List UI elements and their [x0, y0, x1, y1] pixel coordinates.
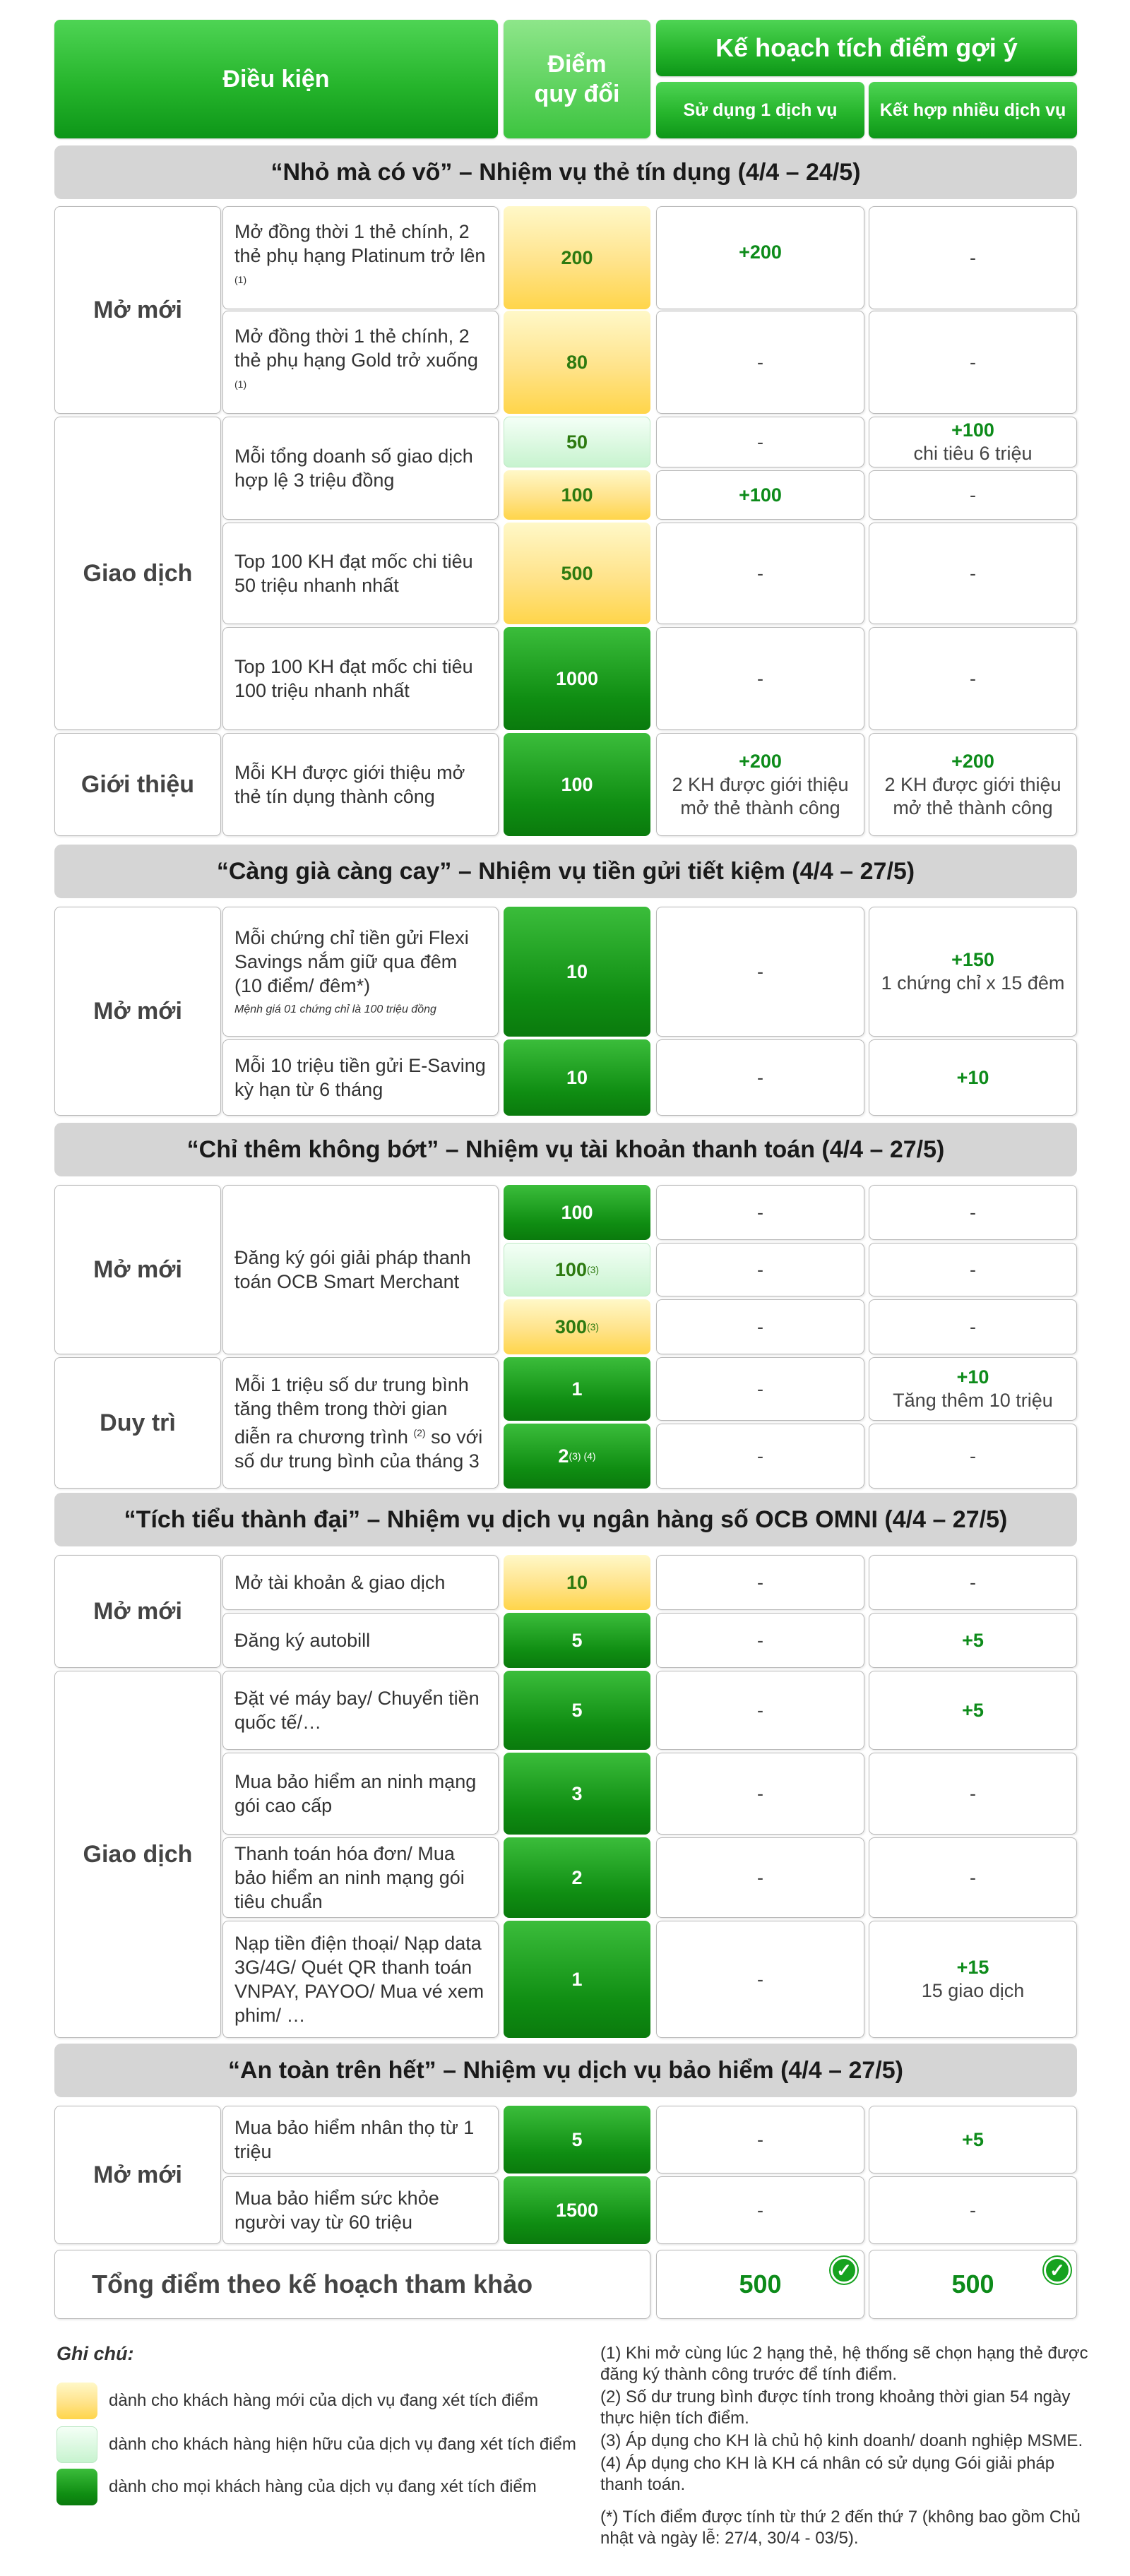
points-badge: 1500 — [504, 2176, 650, 2244]
plan-multi-cell: - — [869, 206, 1077, 309]
plan-single-cell: +200 2 KH được giới thiệu mở thẻ thành công — [656, 733, 864, 836]
points-badge: 100 (3) — [504, 1243, 650, 1296]
plan-multi-cell: - — [869, 1243, 1077, 1296]
legend-label: dành cho khách hàng mới của dịch vụ đang xét tích điểm — [109, 2391, 539, 2410]
points-badge: 1000 — [504, 627, 650, 730]
plan-multi-cell: +5 — [869, 2106, 1077, 2174]
points-badge: 1 — [504, 1921, 650, 2038]
condition-cell: Mở tài khoản & giao dịch — [222, 1555, 499, 1610]
plan-multi-cell: - — [869, 311, 1077, 414]
footnote: (3) Áp dụng cho KH là chủ hộ kinh doanh/ doanh nghiệp MSME. — [600, 2431, 1083, 2450]
total-multi: 500 — [869, 2250, 1077, 2319]
plan-multi-cell: +15 15 giao dịch — [869, 1921, 1077, 2038]
plan-multi-cell: +200 2 KH được giới thiệu mở thẻ thành công — [869, 733, 1077, 836]
legend-swatch-new — [56, 2383, 97, 2419]
category-label: Giới thiệu — [54, 733, 221, 836]
plan-multi-cell: - — [869, 2176, 1077, 2244]
plan-multi-cell: - — [869, 1185, 1077, 1240]
condition-cell: Đăng ký gói giải pháp thanh toán OCB Smart Merchant — [222, 1185, 499, 1354]
check-icon: ✓ — [1044, 2257, 1071, 2284]
plan-single-cell: +200 — [656, 206, 864, 309]
plan-multi-cell: +150 1 chứng chỉ x 15 đêm — [869, 907, 1077, 1037]
section-title: “Nhỏ mà có võ” – Nhiệm vụ thẻ tín dụng (4/4 – 24/5) — [54, 145, 1077, 199]
plan-multi-cell: - — [869, 1837, 1077, 1918]
category-label: Mở mới — [54, 907, 221, 1116]
points-badge: 5 — [504, 1613, 650, 1668]
condition-cell: Mỗi tổng doanh số giao dịch hợp lệ 3 triệu đồng — [222, 417, 499, 520]
plan-multi-cell: +10 — [869, 1039, 1077, 1116]
footnote: (1) Khi mở cùng lúc 2 hạng thẻ, hệ thống sẽ chọn hạng thẻ được đăng ký thành công trước để tính điểm. — [600, 2344, 1088, 2384]
plan-single-cell: - — [656, 907, 864, 1037]
plan-single-cell: - — [656, 1299, 864, 1354]
points-badge: 50 — [504, 417, 650, 467]
footnote: (*) Tích điểm được tính từ thứ 2 đến thứ 7 (không bao gồm Chủ nhật và ngày lễ: 27/4, 30/4 - 03/5). — [600, 2508, 1081, 2548]
condition-cell: Mỗi KH được giới thiệu mở thẻ tín dụng thành công — [222, 733, 499, 836]
legend-swatch-existing — [56, 2426, 97, 2463]
points-badge: 3 — [504, 1753, 650, 1835]
plan-single-cell: - — [656, 1921, 864, 2038]
condition-cell: Nạp tiền điện thoại/ Nạp data 3G/4G/ Quét QR thanh toán VNPAY, PAYOO/ Mua vé xem phim/ … — [222, 1921, 499, 2038]
points-badge: 100 — [504, 470, 650, 520]
condition-cell: Mở đồng thời 1 thẻ chính, 2 thẻ phụ hạng Platinum trở lên $^{(1)}$ — [222, 206, 499, 309]
points-badge: 100 — [504, 1185, 650, 1240]
category-label: Duy trì — [54, 1357, 221, 1489]
condition-cell: Top 100 KH đạt mốc chi tiêu 50 triệu nhanh nhất — [222, 523, 499, 624]
plan-single-cell: - — [656, 627, 864, 730]
category-label: Giao dịch — [54, 417, 221, 730]
points-badge: 5 — [504, 2106, 650, 2174]
plan-single-cell: - — [656, 1039, 864, 1116]
section-title: “Chỉ thêm không bớt” – Nhiệm vụ tài khoản thanh toán (4/4 – 27/5) — [54, 1123, 1077, 1176]
points-badge: 200 — [504, 206, 650, 309]
legend-label: dành cho mọi khách hàng của dịch vụ đang xét tích điểm — [109, 2477, 537, 2496]
header-points: Điểm quy đổi — [504, 20, 650, 138]
plan-multi-cell: +5 — [869, 1613, 1077, 1668]
condition-cell: Thanh toán hóa đơn/ Mua bảo hiểm an ninh mạng gói tiêu chuẩn — [222, 1837, 499, 1918]
plan-multi-cell: - — [869, 1753, 1077, 1835]
category-label: Giao dịch — [54, 1671, 221, 2038]
points-badge: 10 — [504, 1555, 650, 1610]
plan-multi-cell: +5 — [869, 1671, 1077, 1750]
header-plan-multi: Kết hợp nhiều dịch vụ — [869, 82, 1077, 138]
condition-cell: Mỗi 1 triệu số dư trung bình tăng thêm trong thời gian diễn ra chương trình $^{(2)}$ so với số dư trung bình của tháng 3 — [222, 1357, 499, 1489]
plan-single-cell: - — [656, 2176, 864, 2244]
plan-multi-cell: +10 Tăng thêm 10 triệu — [869, 1357, 1077, 1421]
plan-single-cell: - — [656, 1555, 864, 1610]
plan-single-cell: - — [656, 1424, 864, 1489]
plan-single-cell: - — [656, 523, 864, 624]
condition-cell: Mở đồng thời 1 thẻ chính, 2 thẻ phụ hạng Gold trở xuống $^{(1)}$ — [222, 311, 499, 414]
condition-cell: Top 100 KH đạt mốc chi tiêu 100 triệu nhanh nhất — [222, 627, 499, 730]
points-badge: 1 — [504, 1357, 650, 1421]
legend-label: dành cho khách hàng hiện hữu của dịch vụ đang xét tích điểm — [109, 2435, 576, 2454]
plan-multi-cell: - — [869, 627, 1077, 730]
condition-cell: Mua bảo hiểm an ninh mạng gói cao cấp — [222, 1753, 499, 1835]
plan-single-cell: - — [656, 417, 864, 467]
section-title: “Càng già càng cay” – Nhiệm vụ tiền gửi tiết kiệm (4/4 – 27/5) — [54, 845, 1077, 898]
points-badge: 2 (3) (4) — [504, 1424, 650, 1489]
condition-cell: Đặt vé máy bay/ Chuyển tiền quốc tế/… — [222, 1671, 499, 1750]
condition-cell: Đăng ký autobill — [222, 1613, 499, 1668]
condition-cell: Mỗi chứng chỉ tiền gửi Flexi Savings nắm giữ qua đêm (10 điểm/ đêm*) Mệnh giá 01 chứng chỉ là 100 triệu đồng — [222, 907, 499, 1037]
plan-single-cell: - — [656, 1243, 864, 1296]
category-label: Mở mới — [54, 1555, 221, 1668]
plan-single-cell: - — [656, 311, 864, 414]
category-label: Mở mới — [54, 206, 221, 414]
points-badge: 10 — [504, 1039, 650, 1116]
plan-multi-cell: - — [869, 523, 1077, 624]
points-badge: 2 — [504, 1837, 650, 1918]
plan-single-cell: - — [656, 1613, 864, 1668]
header-condition: Điều kiện — [54, 20, 498, 138]
plan-single-cell: - — [656, 1837, 864, 1918]
plan-single-cell: - — [656, 2106, 864, 2174]
category-label: Mở mới — [54, 2106, 221, 2244]
footnote: (2) Số dư trung bình được tính trong khoảng thời gian 54 ngày thực hiện tích điểm. — [600, 2387, 1071, 2428]
points-badge: 100 — [504, 733, 650, 836]
points-badge: 80 — [504, 311, 650, 414]
points-badge: 5 — [504, 1671, 650, 1750]
condition-cell: Mua bảo hiểm nhân thọ từ 1 triệu — [222, 2106, 499, 2174]
plan-single-cell: - — [656, 1671, 864, 1750]
condition-cell: Mỗi 10 triệu tiền gửi E-Saving kỳ hạn từ 6 tháng — [222, 1039, 499, 1116]
total-label: Tổng điểm theo kế hoạch tham khảo — [54, 2250, 650, 2319]
category-label: Mở mới — [54, 1185, 221, 1354]
check-icon: ✓ — [831, 2257, 857, 2284]
footnote: (4) Áp dụng cho KH là KH cá nhân có sử dụng Gói giải pháp thanh toán. — [600, 2454, 1055, 2494]
plan-multi-cell: - — [869, 470, 1077, 520]
plan-single-cell: +100 — [656, 470, 864, 520]
plan-single-cell: - — [656, 1357, 864, 1421]
section-title: “An toàn trên hết” – Nhiệm vụ dịch vụ bảo hiểm (4/4 – 27/5) — [54, 2044, 1077, 2097]
header-plan-single: Sử dụng 1 dịch vụ — [656, 82, 864, 138]
header-plan: Kế hoạch tích điểm gợi ý — [656, 20, 1077, 76]
plan-single-cell: - — [656, 1185, 864, 1240]
plan-multi-cell: - — [869, 1299, 1077, 1354]
total-single: 500 — [656, 2250, 864, 2319]
points-badge: 10 — [504, 907, 650, 1037]
notes-title: Ghi chú: — [56, 2343, 134, 2364]
section-title: “Tích tiểu thành đại” – Nhiệm vụ dịch vụ ngân hàng số OCB OMNI (4/4 – 27/5) — [54, 1493, 1077, 1546]
condition-cell: Mua bảo hiểm sức khỏe người vay từ 60 triệu — [222, 2176, 499, 2244]
plan-multi-cell: - — [869, 1424, 1077, 1489]
plan-multi-cell: - — [869, 1555, 1077, 1610]
points-badge: 300 (3) — [504, 1299, 650, 1354]
plan-multi-cell: +100 chi tiêu 6 triệu — [869, 417, 1077, 467]
points-badge: 500 — [504, 523, 650, 624]
plan-single-cell: - — [656, 1753, 864, 1835]
legend-swatch-all — [56, 2469, 97, 2505]
